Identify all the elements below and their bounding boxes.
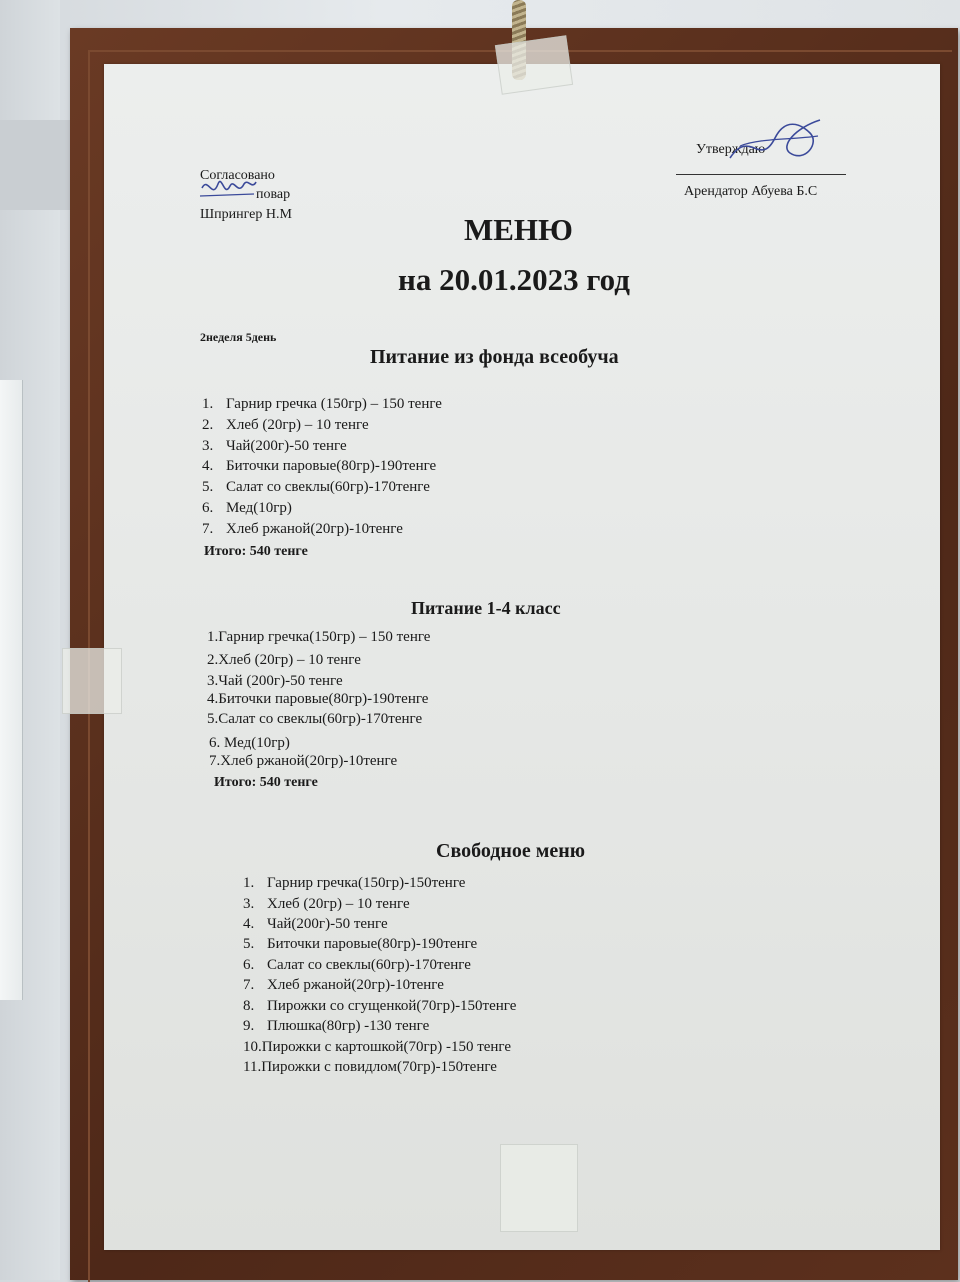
list-item: 7. Хлеб ржаной(20гр)-10тенге [202, 521, 403, 537]
list-item: 6. Салат со свеклы(60гр)-170тенге [243, 957, 471, 973]
list-item: 8. Пирожки со сгущенкой(70гр)-150тенге [243, 998, 517, 1014]
approved-label: Утверждаю [696, 142, 766, 157]
list-item: 5.Салат со свеклы(60гр)-170тенге [207, 711, 423, 727]
cook-name: Шпрингер Н.М [200, 207, 292, 222]
tape-top [495, 35, 573, 95]
list-item: 4. Чай(200г)-50 тенге [243, 916, 388, 932]
list-item: 9. Плюшка(80гр) -130 тенге [243, 1018, 430, 1034]
list-item: 3.Чай (200г)-50 тенге [207, 673, 343, 689]
week-day: 2неделя 5день [200, 330, 277, 344]
list-item: 7.Хлеб ржаной(20гр)-10тенге [209, 753, 398, 769]
section2-heading: Питание 1-4 класс [411, 598, 561, 618]
list-item: 7. Хлеб ржаной(20гр)-10тенге [243, 977, 444, 993]
tenant-name: Арендатор Абуева Б.С [684, 184, 818, 199]
list-item: 10.Пирожки с картошкой(70гр) -150 тенге [243, 1039, 512, 1055]
section2-total: Итого: 540 тенге [214, 775, 318, 790]
section3-heading: Свободное меню [436, 840, 586, 862]
list-item: 6. Мед(10гр) [202, 500, 292, 516]
tape-left [62, 648, 122, 714]
list-item: 6. Мед(10гр) [209, 735, 290, 751]
list-item: 4.Биточки паровые(80гр)-190тенге [207, 691, 429, 707]
list-item: 4. Биточки паровые(80гр)-190тенге [202, 458, 437, 474]
list-item: 2.Хлеб (20гр) – 10 тенге [207, 652, 361, 668]
list-item: 5. Биточки паровые(80гр)-190тенге [243, 936, 478, 952]
section1-total: Итого: 540 тенге [204, 544, 308, 559]
list-item: 1. Гарнир гречка(150гр)-150тенге [243, 875, 466, 891]
list-item: 1.Гарнир гречка(150гр) – 150 тенге [207, 629, 431, 645]
wall-shadow [0, 120, 70, 210]
list-item: 3. Хлеб (20гр) – 10 тенге [243, 896, 410, 912]
tape-bottom [500, 1144, 578, 1232]
menu-title: МЕНЮ [464, 212, 573, 247]
list-item: 1. Гарнир гречка (150гр) – 150 тенге [202, 396, 442, 412]
list-item: 3. Чай(200г)-50 тенге [202, 438, 347, 454]
cook-signature [198, 170, 258, 206]
agreed-label: Согласовано [200, 168, 275, 183]
approver-signature [720, 108, 830, 178]
cook-role: повар [256, 187, 291, 202]
list-item: 11.Пирожки с повидлом(70гр)-150тенге [243, 1059, 497, 1075]
menu-date: на 20.01.2023 год [398, 262, 630, 297]
adjacent-paper-edge [0, 380, 23, 1000]
section1-heading: Питание из фонда всеобуча [370, 346, 619, 368]
list-item: 5. Салат со свеклы(60гр)-170тенге [202, 479, 430, 495]
list-item: 2. Хлеб (20гр) – 10 тенге [202, 417, 369, 433]
signature-line [676, 174, 846, 175]
